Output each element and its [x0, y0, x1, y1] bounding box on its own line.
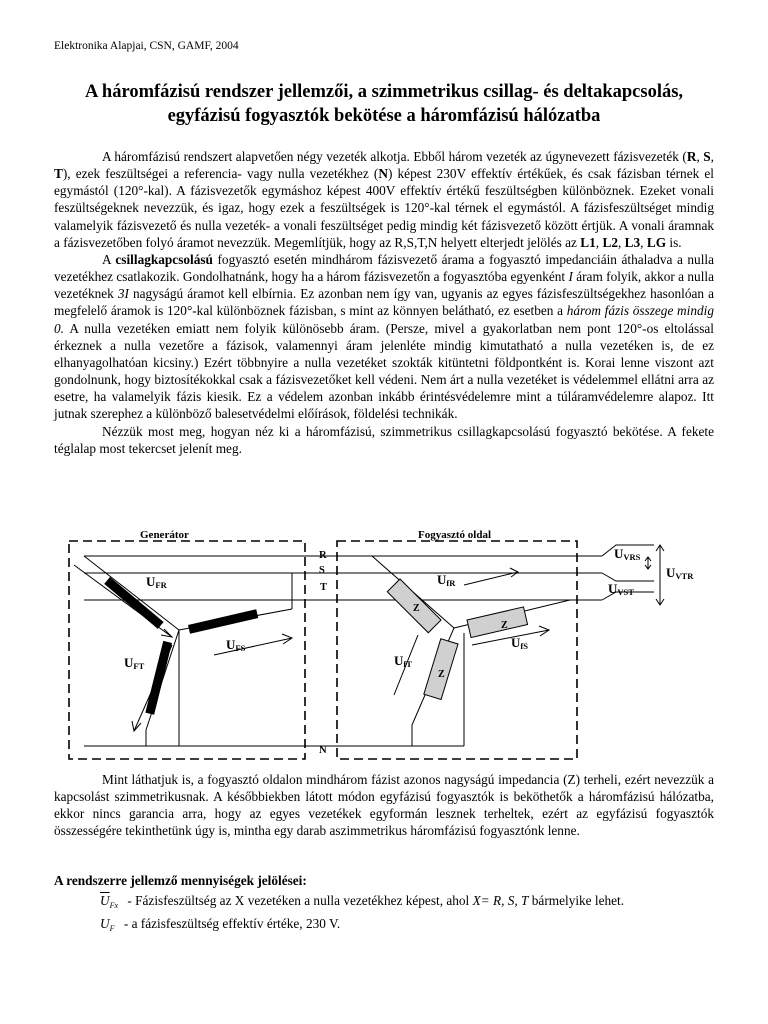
- generator-arrows: [74, 565, 292, 731]
- paragraph-1: A háromfázisú rendszert alapvetően négy vezeték alkotja. Ebből három vezeték az úgynevezett fázisvezeték (R, S, T), ezek feszültségei a referencia- vagy nulla vezetékhez (N) képest 230V effektív értékűek, és csak fázisban térnek el egymástól (120°-kal). A fázisvezetők egymáshoz képest 400V effektív értékű feszültségben különböznek. Ezeket vonali feszültségeknek nevezzük, és igaz, hogy ezek a feszültségek is 120°-kal térnek el egymástól. A fázisfeszültséget mindig valamelyik fázisvezető és nulla vezeték- a vonali feszültséget pedig mindig két fázisvezető között értjük. A vonali áramnak a fázisvezetőben folyó áramot nevezzük. Megemlítjük, hogy az R,S,T,N helyett elterjedt jelölés az L1, L2, L3, LG is.: [54, 149, 715, 250]
- symbol-ufx: $\overline{U}_{Fx}$: [100, 893, 119, 910]
- ufr-label: UFR: [146, 574, 167, 590]
- symbol-uf: $U_F$: [100, 916, 115, 933]
- paragraph-3: Nézzük most meg, hogyan néz ki a háromfázisú, szimmetrikus csillagkapcsolású fogyasztó bekötése. A fekete téglalap most tekercset jelenít meg.: [54, 423, 714, 456]
- generator-windings: [84, 556, 292, 746]
- z-label-t: Z: [438, 669, 445, 680]
- uft-label: UFT: [124, 655, 145, 671]
- ufs-label: UFS: [226, 637, 246, 653]
- z-label-r: Z: [413, 603, 420, 614]
- consumer-impedances: [372, 556, 570, 746]
- line-t-label: T: [320, 582, 328, 593]
- page-title: A háromfázisú rendszer jellemzői, a szimmetrikus csillag- és deltakapcsolás, egyfázisú fogyasztók bekötése a háromfázisú hálózatba: [84, 82, 684, 126]
- line-r-label: R: [319, 550, 327, 561]
- z-label-s: Z: [501, 620, 508, 631]
- paragraph-2: A csillagkapcsolású fogyasztó esetén mindhárom fázisvezető árama a fogyasztó impedanciáin áthaladva a nulla vezetékhez csatlakozik. Gondolhatnánk, hogy ha a három fázisvezetőn a fogyasztóba egyenként I áram folyik, akkor a nulla vezetéknek 3I nagyságú áramot kell elbírnia. Ez azonban nem így van, ugyanis az egyes fázisfeszültségekhez hasonlóan a megfelelő áramok is 120°-kal különböznek fázisban, s mint az könnyen belátható, ez esetben a három fázis összege mindig 0. A nulla vezetéken emiatt nem folyik különösebb áram. (Persze, mivel a gyakorlatban nem pont 120°-os eltolással érkeznek a nulla vezetőre a fázisok, valamennyi áram jelenléte mindig kimutatható a nulla vezetéken is, de ez elhanyagolhatóan kicsiny.) Ezért többnyire a nulla vezetéket szokták kitüntetni földpontként is. Korai lenne viszont azt gondolnunk, hogy biztosítékokkal csak a fázisvezetőket kell védeni. Nem árt a nulla vezetéket is védelemmel ellátni arra az esetre, ha valamelyik fázis kiesik. Ez a védelem azonban inkább érintésvédelemre mint a túláramvédelemre alapoz. Itt jutnak szerephez a különböző balesetvédelmi előírások, földelési technikák.: [54, 251, 715, 422]
- uvtr-label: UVTR: [666, 565, 694, 581]
- definition-phase-voltage-rms: $U_F$ - a fázisfeszültség effektív értéke, 230 V.: [100, 916, 341, 933]
- generator-label: Generátor: [140, 529, 189, 541]
- conclusion-text: [54, 771, 714, 840]
- consumer-label: Fogyasztó oldal: [418, 529, 492, 541]
- uvst-label: UVST: [608, 581, 634, 597]
- generator-box: [69, 541, 305, 759]
- definition-phase-voltage-vector: $\overline{U}_{Fx}$ - Fázisfeszültség az X vezetéken a nulla vezetékhez képest, ahol X= R, S, T bármelyike lehet.: [100, 893, 625, 910]
- line-s-label: S: [319, 565, 325, 576]
- star-connection-diagram: [54, 525, 714, 765]
- ufr2-label: UfR: [437, 572, 456, 588]
- paragraph-4: Mint láthatjuk is, a fogyasztó oldalon mindhárom fázist azonos nagyságú impedancia (Z) terheli, ezért nevezzük a kapcsolást szimmetrikusnak. A későbbiekben látott módon egyfázisú fogyasztók is beköthetők a háromfázisú hálózatba, ekkor nincs garancia arra, hogy az egyes vezetékek egyformán lesznek terheltek, ezért az egyfázisú fogyasztók összességére tekinthetünk úgy is, mintha egy darab aszimmetrikus háromfázisú fogyasztónk lenne.: [54, 772, 714, 839]
- uft2-label: UfT: [394, 653, 412, 669]
- page-header: Elektronika Alapjai, CSN, GAMF, 2004: [54, 40, 239, 52]
- section-heading: A rendszerre jellemző mennyiségek jelölései:: [54, 873, 307, 888]
- uvrs-label: UVRS: [614, 546, 641, 562]
- consumer-box: [337, 541, 577, 759]
- ufs2-label: UfS: [511, 635, 528, 651]
- line-n-label: N: [319, 745, 327, 756]
- intro-text: [54, 148, 714, 457]
